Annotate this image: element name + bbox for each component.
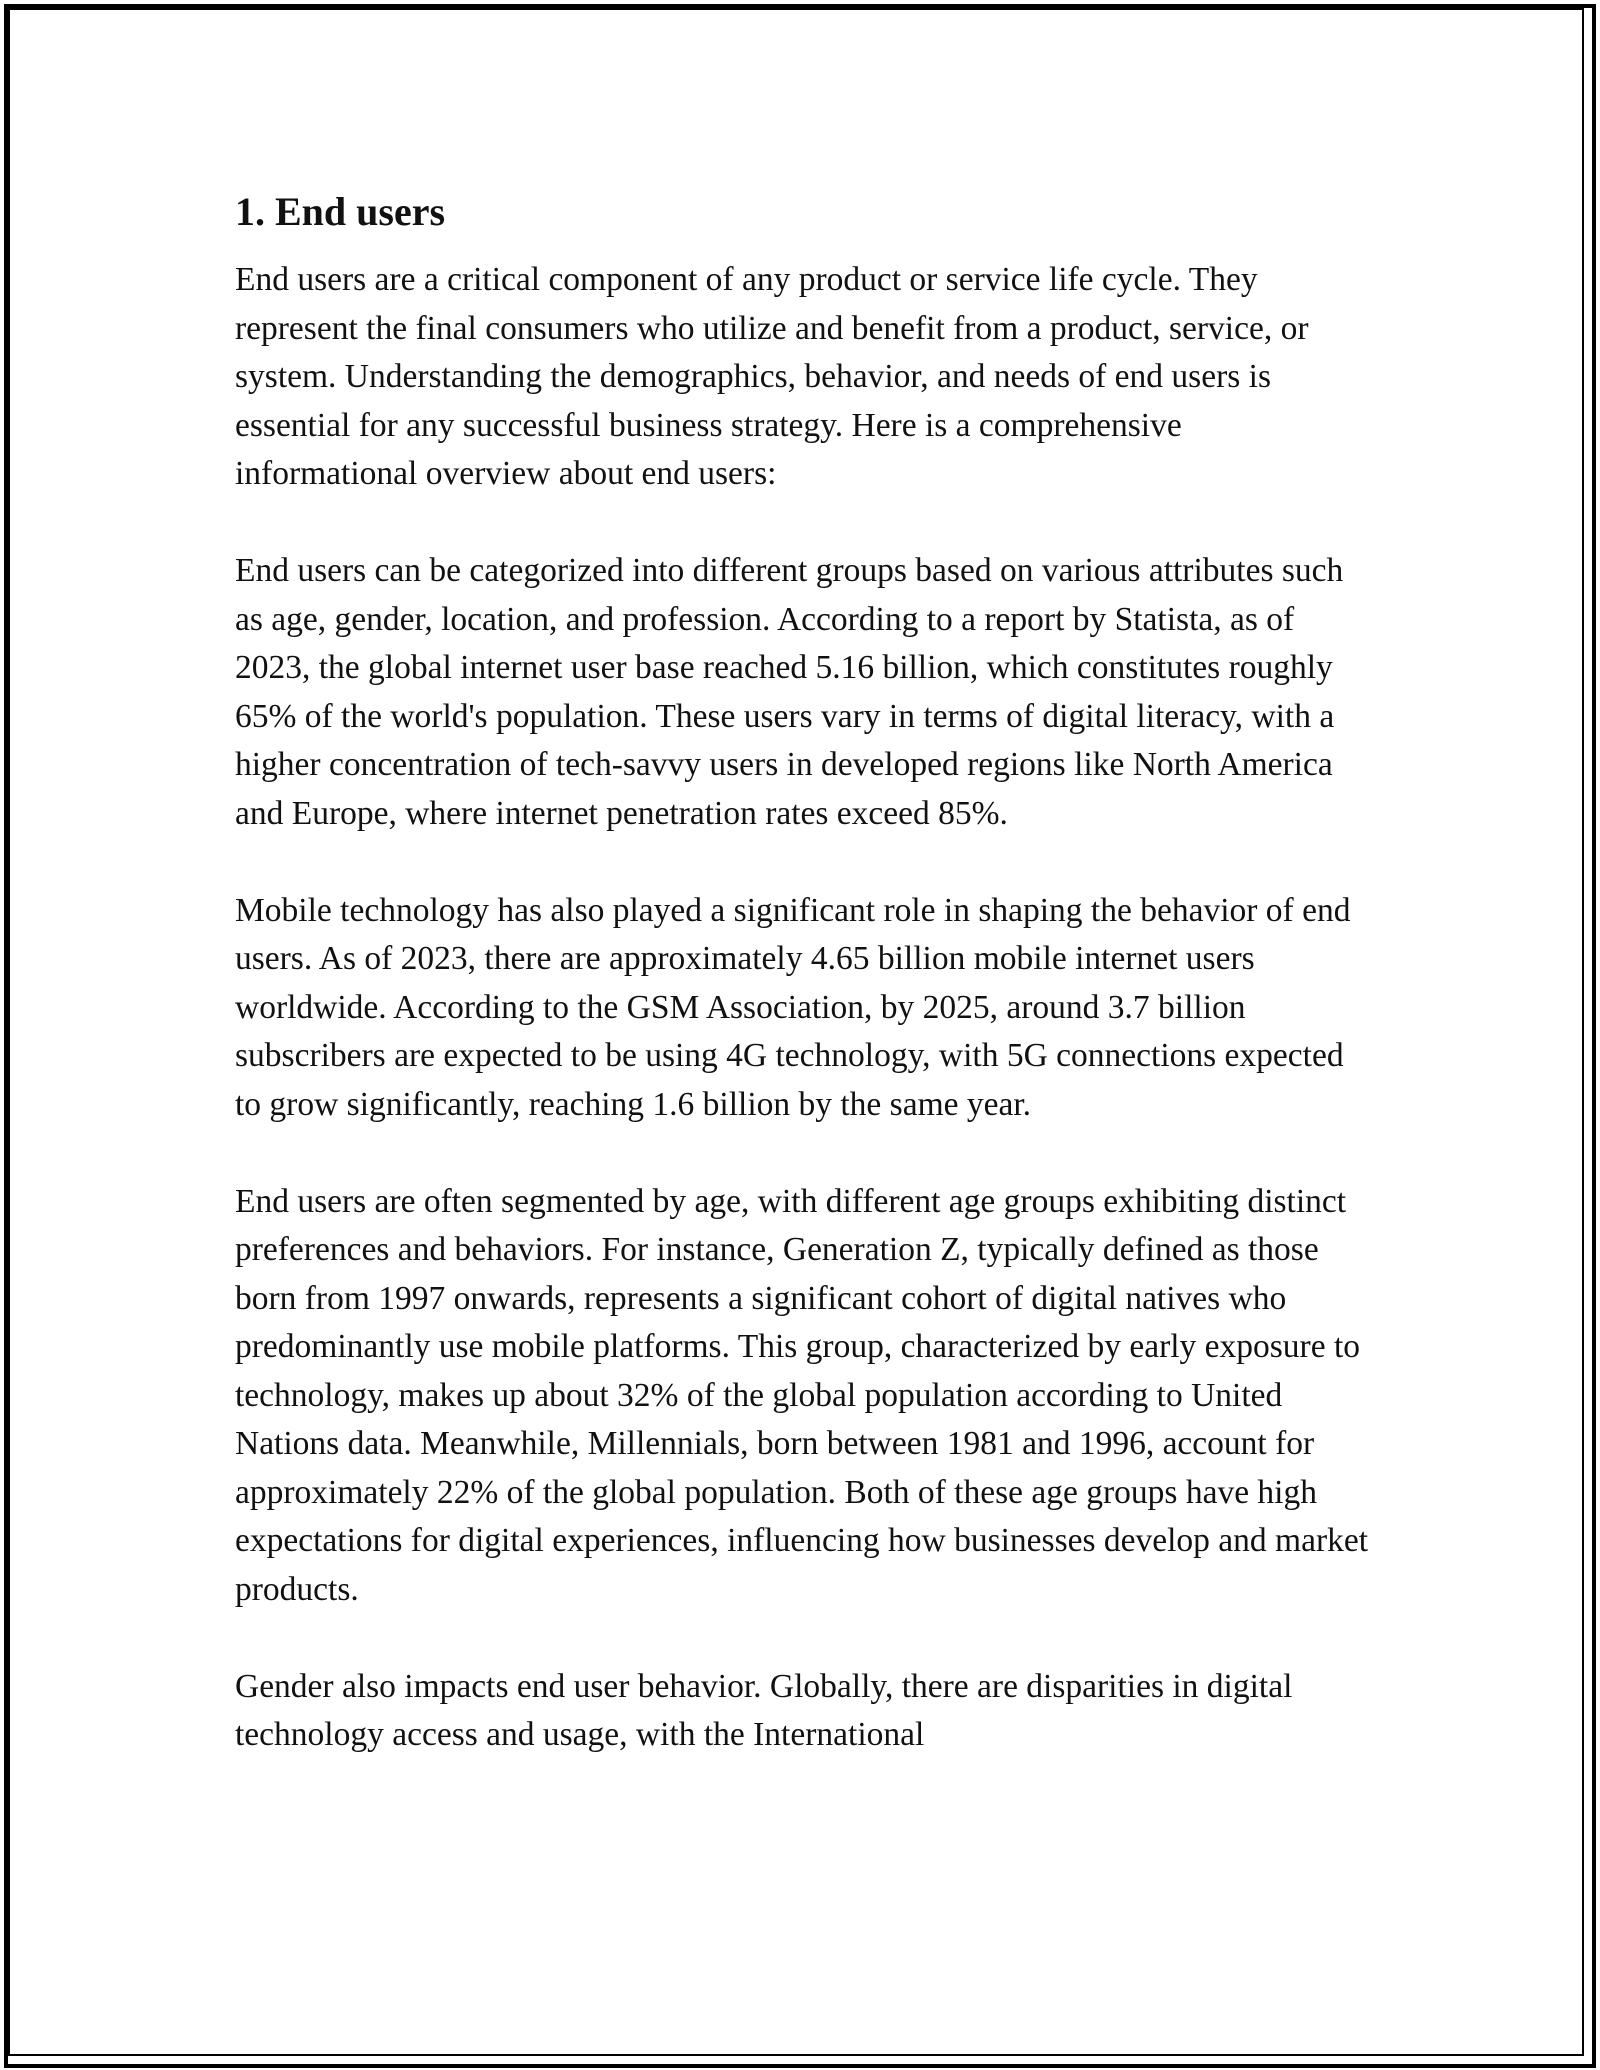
paragraph-gender: Gender also impacts end user behavior. Globally, there are disparities in digital technology access and usage, with the International bbox=[235, 1667, 1293, 1753]
paragraph-age: End users are often segmented by age, with different age groups exhibiting distinct preferences and behaviors. For instance, Generation Z, typically defined as those born from 1997 onwards, represents a significant cohort of digital natives who predominantly use mobile platforms. This group, characterized by early exposure to technology, makes up about 32% of the global population according to United Nations data. Meanwhile, Millennials, born between 1981 and 1996, account for approximately 22% of the global population. Both of these age groups have high expectations for digital experiences, influencing how businesses develop and market products. bbox=[235, 1182, 1369, 1608]
paragraph-mobile: Mobile technology has also played a significant role in shaping the behavior of end users. As of 2023, there are approximately 4.65 billion mobile internet users worldwide. According to the GSM Association, by 2025, around 3.7 billion subscribers are expected to be using 4G technology, with 5G connections expected to grow significantly, reaching 1.6 billion by the same year. bbox=[235, 891, 1351, 1123]
document-body bbox=[235, 186, 1370, 1808]
section-heading: 1. End users bbox=[235, 189, 446, 234]
paragraph-intro: End users are a critical component of any product or service life cycle. They represent the final consumers who utilize and benefit from a product, service, or system. Understanding the demographics, behavior, and needs of end users is essential for any successful business strategy. Here is a comprehensive informational overview about end users: bbox=[235, 261, 1309, 492]
paragraph-demographics: End users can be categorized into different groups based on various attributes such as age, gender, location, and profession. According to a report by Statista, as of 2023, the global internet user base reached 5.16 billion, which constitutes roughly 65% of the world's population. These users vary in terms of digital literacy, with a higher concentration of tech-savvy users in developed regions like North America and Europe, where internet penetration rates exceed 85%. bbox=[235, 552, 1344, 832]
